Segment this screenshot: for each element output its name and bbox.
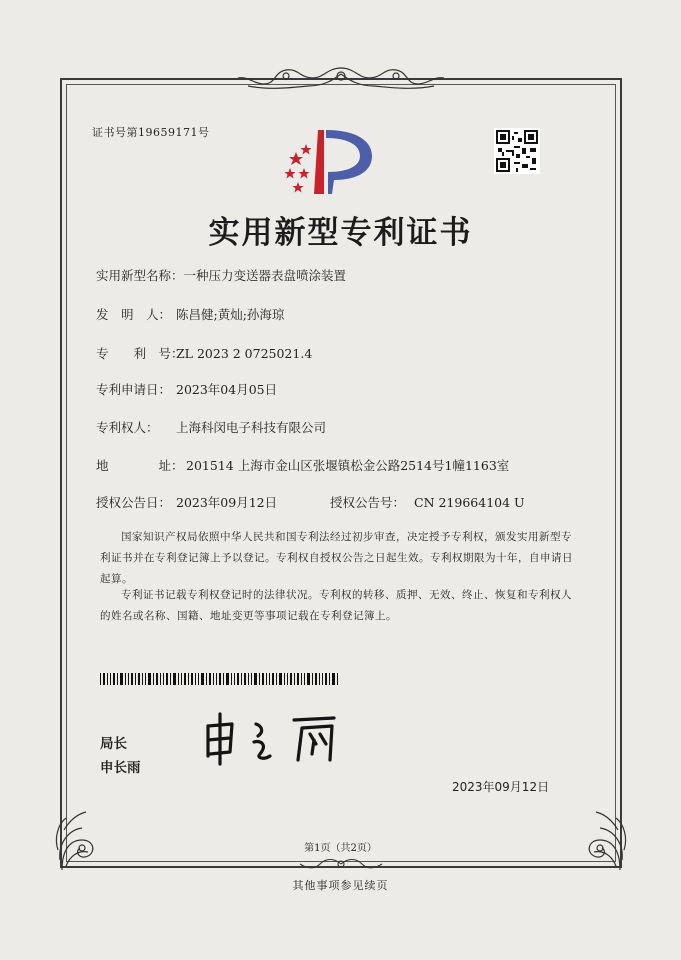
grant-number-value: CN 219664104 U xyxy=(414,495,525,510)
inventor-label: 发 明 人： xyxy=(96,307,172,322)
patentee-value: 上海科闵电子科技有限公司 xyxy=(176,420,327,435)
legal-status-paragraph: 专利证书记载专利权登记时的法律状况。专利权的转移、质押、无效、终止、恢复和专利权人的姓名或名称、国籍、地址变更等事项记载在专利登记簿上。 xyxy=(100,589,572,622)
grant-number-label: 授权公告号： xyxy=(330,495,406,510)
filing-date-value: 2023年04月05日 xyxy=(176,382,278,397)
patent-number-label: 专 利 号： xyxy=(96,346,184,361)
footer-note: 其他事项参见续页 xyxy=(292,879,389,892)
bottom-right-corner-ornament xyxy=(570,800,630,872)
bottom-left-corner-ornament xyxy=(52,800,112,872)
signatory-name: 申长雨 xyxy=(100,760,141,776)
address-row xyxy=(96,456,509,474)
grant-date-row xyxy=(96,493,277,511)
signatory-role: 局长 xyxy=(100,736,127,752)
grant-statement-paragraph: 国家知识产权局依照中华人民共和国专利法经过初步审查，决定授予专利权，颁发实用新型专利证书并在专利登记簿上予以登记。专利权自授权公告之日起生效。专利权期限为十年，自申请日起算。 xyxy=(100,531,573,585)
inventor-row xyxy=(96,305,284,323)
address-label: 地 址： xyxy=(96,458,184,473)
barcode xyxy=(100,673,340,685)
patentee-label: 专利权人： xyxy=(96,420,159,435)
utility-model-name-row xyxy=(96,266,346,284)
certificate-title: 实用新型专利证书 xyxy=(208,215,473,251)
utility-model-name-value: 一种压力变送器表盘喷涂装置 xyxy=(183,268,347,283)
top-ornament xyxy=(228,64,454,94)
filing-date-label: 专利申请日： xyxy=(96,382,172,397)
handwritten-signature xyxy=(198,710,348,766)
issue-date: 2023年09月12日 xyxy=(452,780,550,794)
page-number: 第1页（共2页） xyxy=(304,843,377,854)
grant-date-value: 2023年09月12日 xyxy=(176,495,278,510)
qr-code xyxy=(494,128,540,174)
bottom-center-ornament xyxy=(296,856,386,872)
certificate-number: 证书号第19659171号 xyxy=(92,126,210,139)
address-value: 201514 上海市金山区张堰镇松金公路2514号1幢1163室 xyxy=(186,458,510,473)
grant-date-label: 授权公告日： xyxy=(96,495,172,510)
inventor-value: 陈昌健;黄灿;孙海琼 xyxy=(176,307,285,322)
patent-number-value: ZL 2023 2 0725021.4 xyxy=(176,346,313,361)
patent-number-row xyxy=(96,344,312,362)
patent-office-logo xyxy=(276,124,380,200)
filing-date-row xyxy=(96,380,277,398)
utility-model-name-label: 实用新型名称： xyxy=(96,268,184,283)
grant-number-row xyxy=(330,493,525,511)
patentee-row xyxy=(96,418,326,436)
